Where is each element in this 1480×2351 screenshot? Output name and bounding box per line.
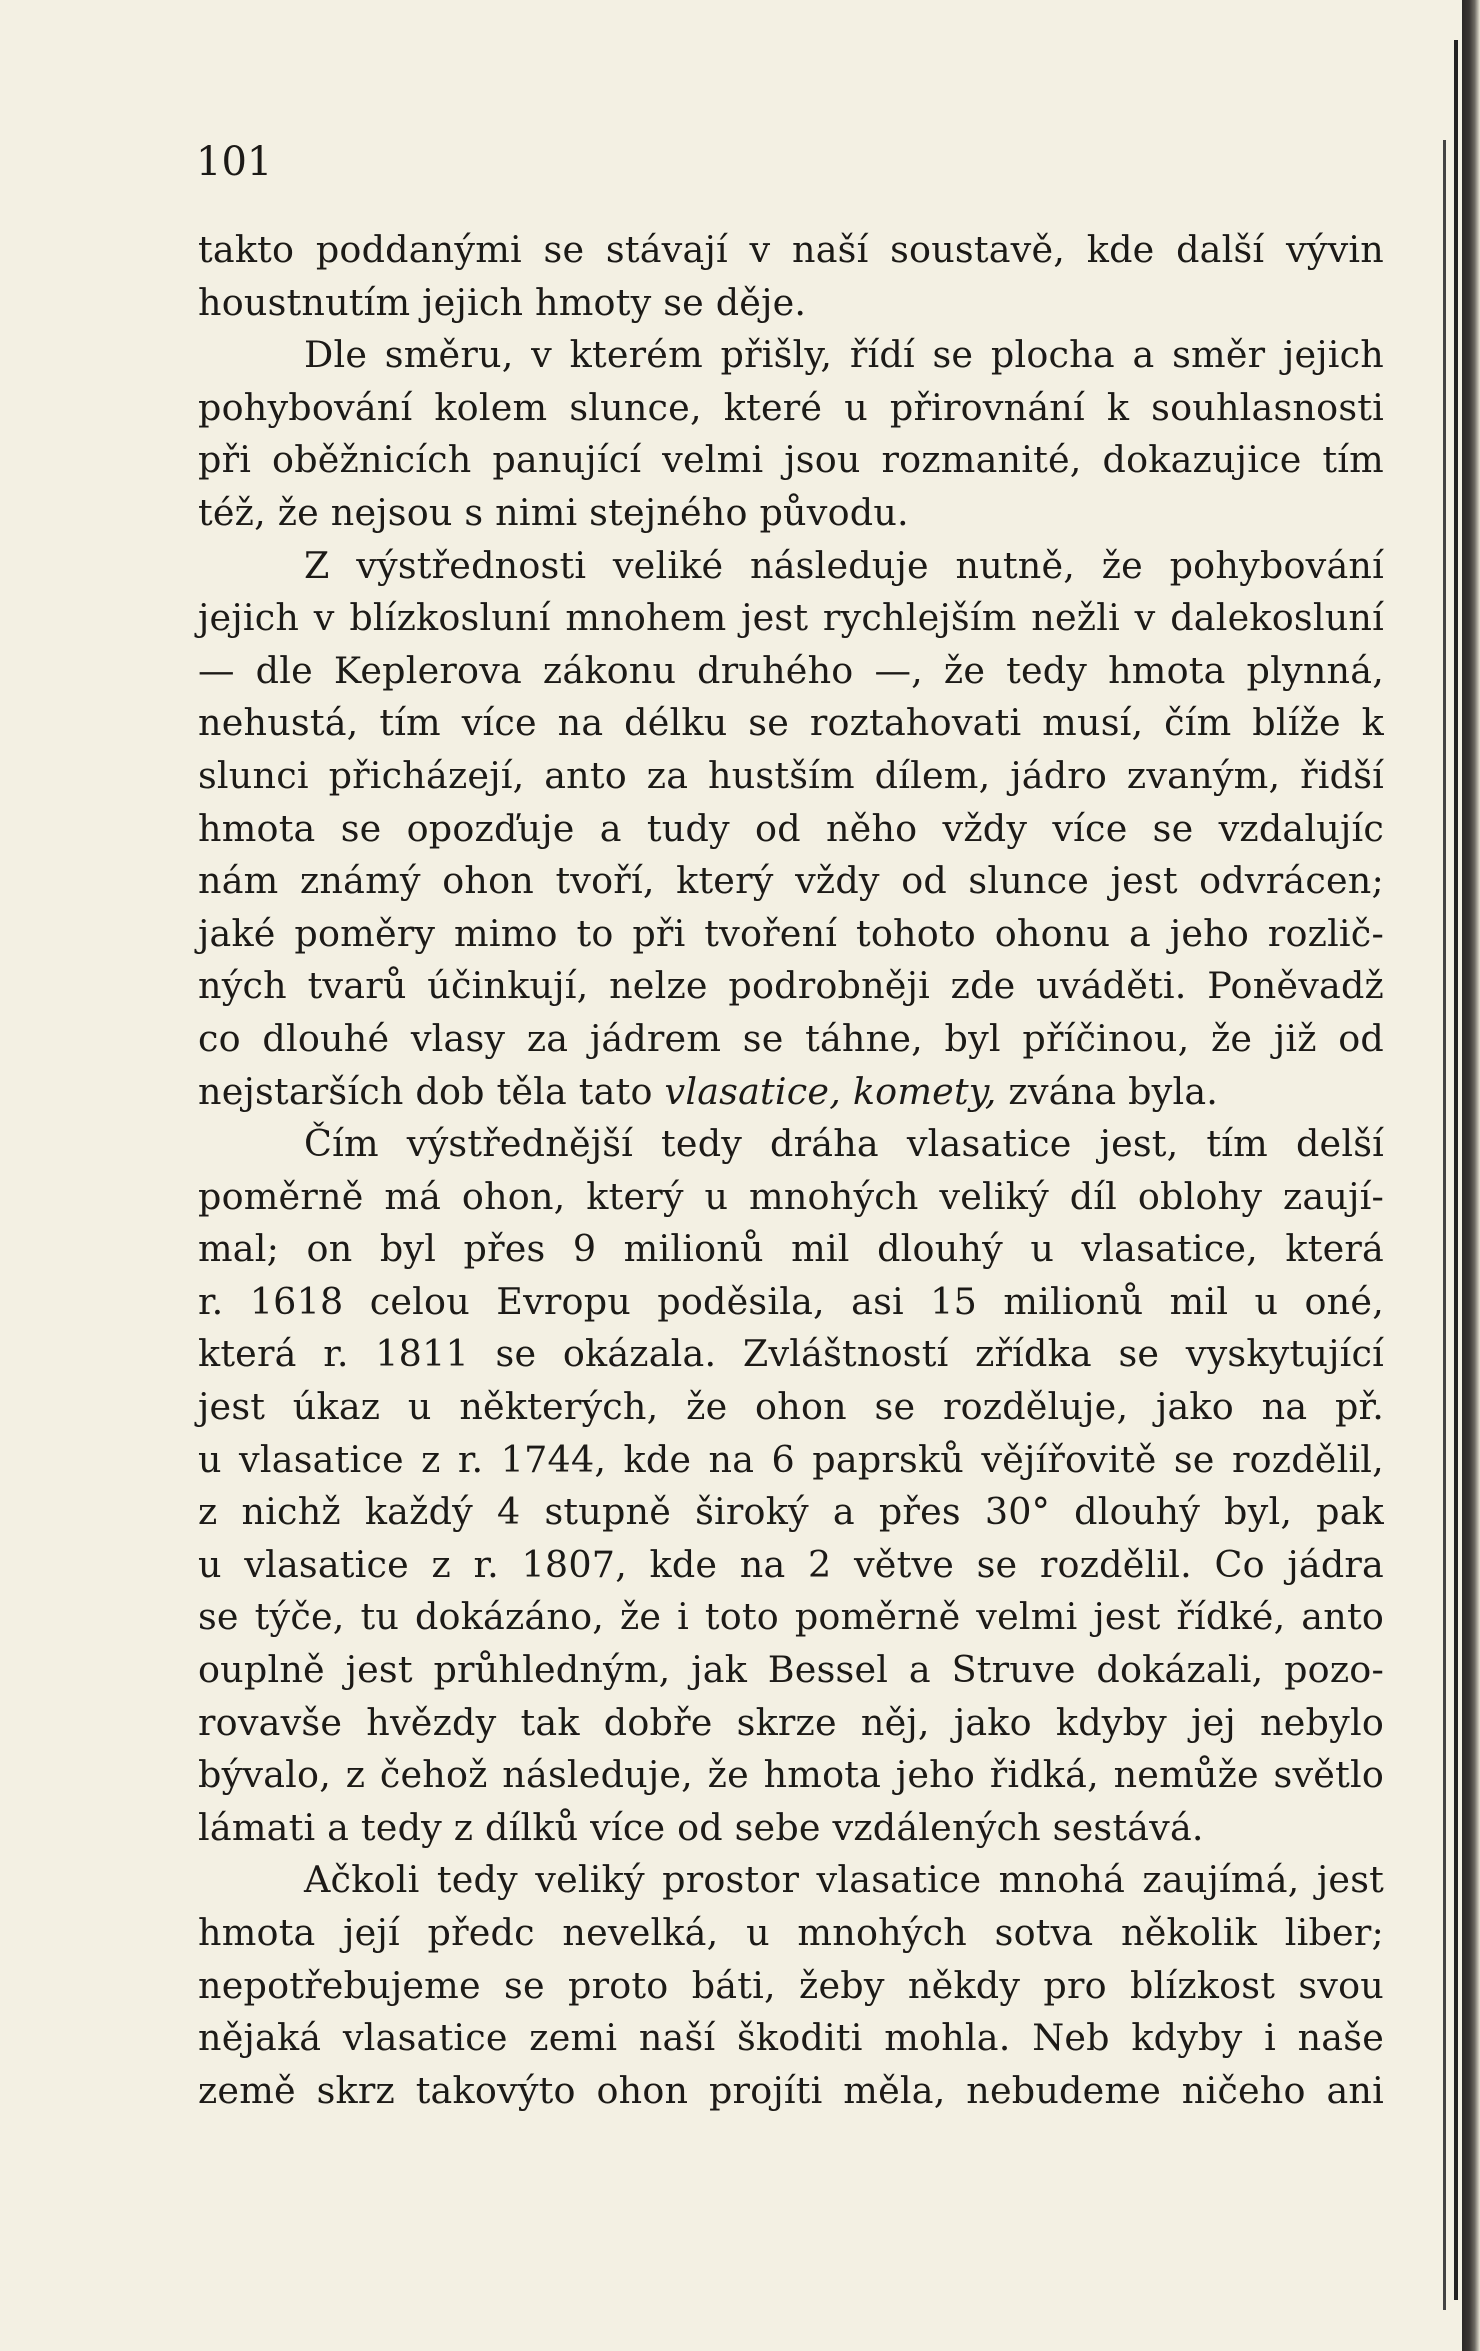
page-edge-line bbox=[1443, 140, 1446, 2310]
text-line: r. 1618 celou Evropu poděsila, asi 15 milionů mil u oné, bbox=[198, 1279, 1384, 1323]
text-line: — dle Keplerova zákonu druhého —, že tedy hmota plynná, bbox=[198, 648, 1384, 692]
text-line: ouplně jest průhledným, jak Bessel a Struve dokázali, pozo- bbox=[198, 1648, 1384, 1692]
text-line: nám známý ohon tvoří, který vždy od slunce jest odvrácen; bbox=[198, 859, 1384, 903]
text-line: země skrz takovýto ohon projíti měla, nebudeme ničeho ani bbox=[198, 2068, 1384, 2112]
text-segment: nejstarších dob těla tato bbox=[198, 1069, 653, 1113]
text-line: též, že nejsou s nimi stejného původu. bbox=[198, 490, 909, 534]
text-segment: zvána byla. bbox=[1008, 1069, 1219, 1113]
page-edge-line bbox=[1454, 40, 1458, 2300]
text-line: jejich v blízkosluní mnohem jest rychlejším nežli v dalekosluní bbox=[198, 596, 1384, 640]
text-line: při oběžnicích panující velmi jsou rozmanité, dokazujice tím bbox=[198, 438, 1384, 482]
text-line: hmota se opozďuje a tudy od něho vždy více se vzdalujíc bbox=[198, 806, 1384, 850]
text-line: ných tvarů účinkují, nelze podrobněji zde uváděti. Poněvadž bbox=[198, 964, 1384, 1008]
text-line: rovavše hvězdy tak dobře skrze něj, jako kdyby jej nebylo bbox=[198, 1700, 1384, 1744]
text-line: pohybování kolem slunce, které u přirovnání k souhlasnosti bbox=[198, 385, 1384, 429]
text-line: Čím výstřednější tedy dráha vlasatice jest, tím delší bbox=[304, 1122, 1384, 1166]
text-line: se týče, tu dokázáno, že i toto poměrně velmi jest řídké, anto bbox=[198, 1595, 1384, 1639]
text-line: Ačkoli tedy veliký prostor vlasatice mnohá zaujímá, jest bbox=[304, 1858, 1384, 1902]
text-line-with-italics bbox=[198, 1066, 1384, 1119]
text-line: hmota její předc nevelká, u mnohých sotva několik liber; bbox=[198, 1911, 1384, 1954]
text-line: z nichž každý 4 stupně široký a přes 30° dlouhý byl, pak bbox=[198, 1490, 1384, 1534]
text-line: takto poddanými se stávají v naší soustavě, kde další vývin bbox=[198, 228, 1384, 271]
text-line: Dle směru, v kterém přišly, řídí se plocha a směr jejich bbox=[304, 333, 1384, 377]
text-line: jest úkaz u některých, že ohon se rozděluje, jako na př. bbox=[198, 1385, 1384, 1429]
text-line: jaké poměry mimo to při tvoření tohoto ohonu a jeho rozlič- bbox=[198, 911, 1384, 955]
text-line: bývalo, z čehož následuje, že hmota jeho řidká, nemůže světlo bbox=[198, 1753, 1384, 1797]
text-line: slunci přicházejí, anto za hustším dílem, jádro zvaným, řidší bbox=[198, 753, 1384, 797]
text-line: u vlasatice z r. 1807, kde na 2 větve se rozdělil. Co jádra bbox=[198, 1542, 1384, 1586]
page-binding-edge bbox=[1462, 0, 1480, 2351]
text-line: nepotřebujeme se proto báti, žeby někdy pro blízkost svou bbox=[198, 1963, 1384, 2007]
text-line: lámati a tedy z dílků více od sebe vzdálených sestává. bbox=[198, 1805, 1204, 1849]
text-line: Z výstřednosti veliké následuje nutně, že pohybování bbox=[304, 543, 1384, 587]
text-line: nějaká vlasatice zemi naší škoditi mohla. Neb kdyby i naše bbox=[198, 2016, 1384, 2060]
text-line: poměrně má ohon, který u mnohých veliký díl oblohy zaují- bbox=[198, 1174, 1384, 1218]
text-line: která r. 1811 se okázala. Zvláštností zřídka se vyskytující bbox=[198, 1332, 1384, 1376]
text-line: co dlouhé vlasy za jádrem se táhne, byl příčinou, že již od bbox=[198, 1016, 1384, 1060]
italic-term: vlasatice, komety, bbox=[664, 1069, 997, 1113]
text-line: houstnutím jejich hmoty se děje. bbox=[198, 280, 807, 324]
body-text bbox=[198, 224, 1384, 2117]
text-line: nehustá, tím více na délku se roztahovati musí, čím blíže k bbox=[198, 701, 1384, 745]
page-number: 101 bbox=[196, 139, 273, 185]
text-line: mal; on byl přes 9 milionů mil dlouhý u vlasatice, která bbox=[198, 1227, 1384, 1271]
text-line: u vlasatice z r. 1744, kde na 6 paprsků vějířovitě se rozdělil, bbox=[198, 1437, 1384, 1481]
